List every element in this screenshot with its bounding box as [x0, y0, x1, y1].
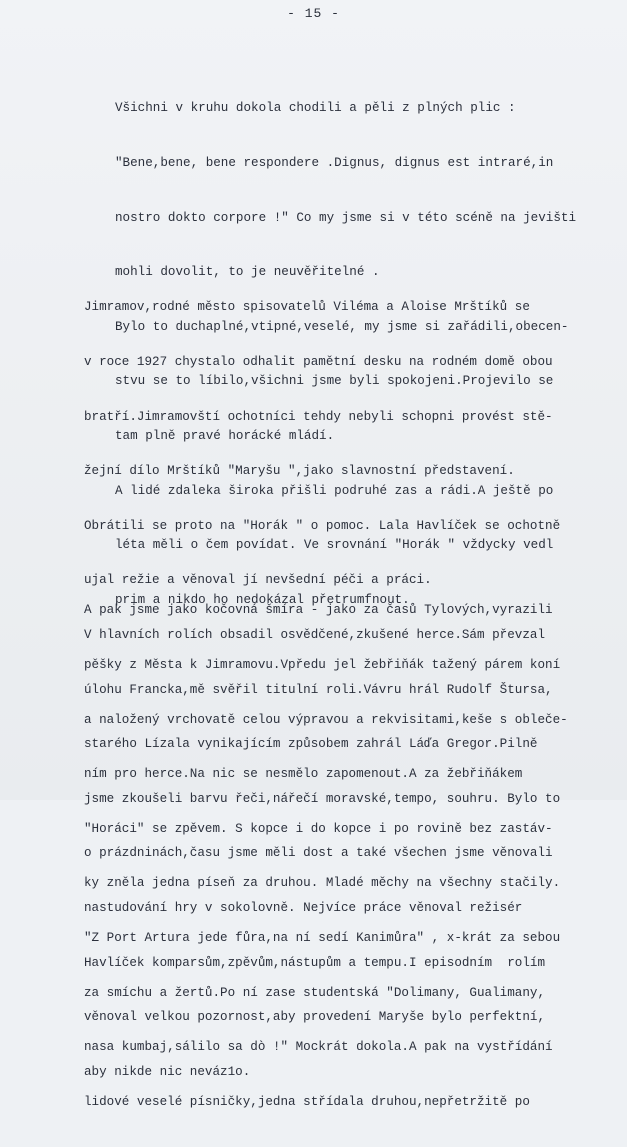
- text-line: věnoval velkou pozornost,aby provedení Maryše bylo perfektní,: [84, 1010, 546, 1025]
- page-number: - 15 -: [287, 6, 340, 21]
- text-line: a naložený vrchovatě celou výpravou a rekvisitami,keše s oblečе-: [84, 712, 568, 727]
- paragraph-3: [84, 565, 568, 1147]
- text-line: o prázdninách,času jsme měli dost a také všechen jsme věnovali: [84, 846, 553, 861]
- text-line: aby nikde nic neváz1o.: [84, 1064, 251, 1079]
- text-line: v roce 1927 chystalo odhalit pamětní desku na rodném domě obou: [84, 355, 553, 369]
- text-line: ky zněla jedna píseň za druhou. Mladé měchy na všechny stačily.: [84, 876, 561, 891]
- text-line: nostro dokto corpore !" Co my jsme si v této scéně na jevišti: [115, 210, 577, 225]
- text-line: nastudování hry v sokolovně. Nejvíce práce věnoval režisér: [84, 900, 523, 915]
- text-line: jsme zkoušeli barvu řeči,nářečí moravské,tempo, souhru. Bylo to: [84, 791, 561, 806]
- text-line: pěšky z Města k Jimramovu.Vpředu jel žebřiňák tažený párem koní: [84, 658, 561, 672]
- text-line: Jimramov,rodné město spisovatelů Viléma a Aloise Mrštíků se: [84, 300, 530, 315]
- text-line: mohli dovolit, to je neuvěřitelné .: [115, 265, 380, 280]
- text-line: starého Lízala vynikajícím způsobem zahrál Láďa Gregor.Pilně: [84, 737, 538, 752]
- text-line: léta měli o čem povídat. Ve srovnání "Horák " vždycky vedl: [115, 538, 554, 553]
- text-line: ním pro herce.Na nic se nesmělo zapomenout.A za žebřiňákem: [84, 767, 523, 782]
- text-line: prim a nikdo ho nedokázal přetrumfnout.: [115, 592, 410, 607]
- text-line: bratří.Jimramovští ochotníci tehdy nebyli schopni provést stě-: [84, 409, 553, 424]
- text-line: V hlavních rolích obsadil osvědčené,zkušené herce.Sám převzal: [84, 627, 546, 642]
- text-line: "Horáci" se zpěvem. S kopce i do kopce i po rovině bez zastáv-: [84, 821, 553, 836]
- text-line: za smíchu a žertů.Po ní zase studentská "Dolimany, Gualimany,: [84, 985, 546, 1000]
- text-line: Všichni v kruhu dokola chodili a pěli z plných plic :: [115, 101, 516, 116]
- text-line: stvu se to líbilo,všichni jsme byli spokojeni.Projevilo se: [115, 374, 554, 389]
- text-line: žejní dílo Mrštíků "Maryšu ",jako slavnostní představení.: [84, 464, 515, 479]
- text-line: nasa kumbaj,sálilo sa dò !" Mockrát dokola.A pak na vystřídání: [84, 1040, 553, 1055]
- text-line: "Z Port Artura jede fůra,na ní sedí Kanimůra" , x-krát za sebou: [84, 930, 561, 945]
- text-line: "Bene,bene, bene respondere .Dignus, dignus est intraré,in: [115, 156, 554, 170]
- text-line: úlohu Francka,mě svěřil titulní roli.Vávru hrál Rudolf Štursa,: [84, 682, 553, 697]
- text-line: A pak jsme jako kočovná šmíra - jako za časů Tylových,vyrazili: [84, 603, 553, 618]
- text-line: Obrátili se proto na "Horák " o pomoc. Lala Havlíček se ochotně: [84, 518, 561, 533]
- text-line: ujal režie a věnoval jí nevšední péči a práci.: [84, 573, 432, 588]
- text-line: tam plně pravé horácké mládí.: [115, 428, 335, 443]
- text-line: A lidé zdaleka široka přišli podruhé zas a rádi.A ještě po: [115, 483, 554, 498]
- text-line: Bylo to duchaplné,vtipné,veselé, my jsme si zařádili,obecen-: [115, 319, 569, 334]
- text-line: Havlíček komparsům,zpěvům,nástupům a tempu.I episodním rolím: [84, 955, 546, 970]
- text-line: lidové veselé písničky,jedna střídala druhou,nepřetržitě po: [84, 1094, 530, 1109]
